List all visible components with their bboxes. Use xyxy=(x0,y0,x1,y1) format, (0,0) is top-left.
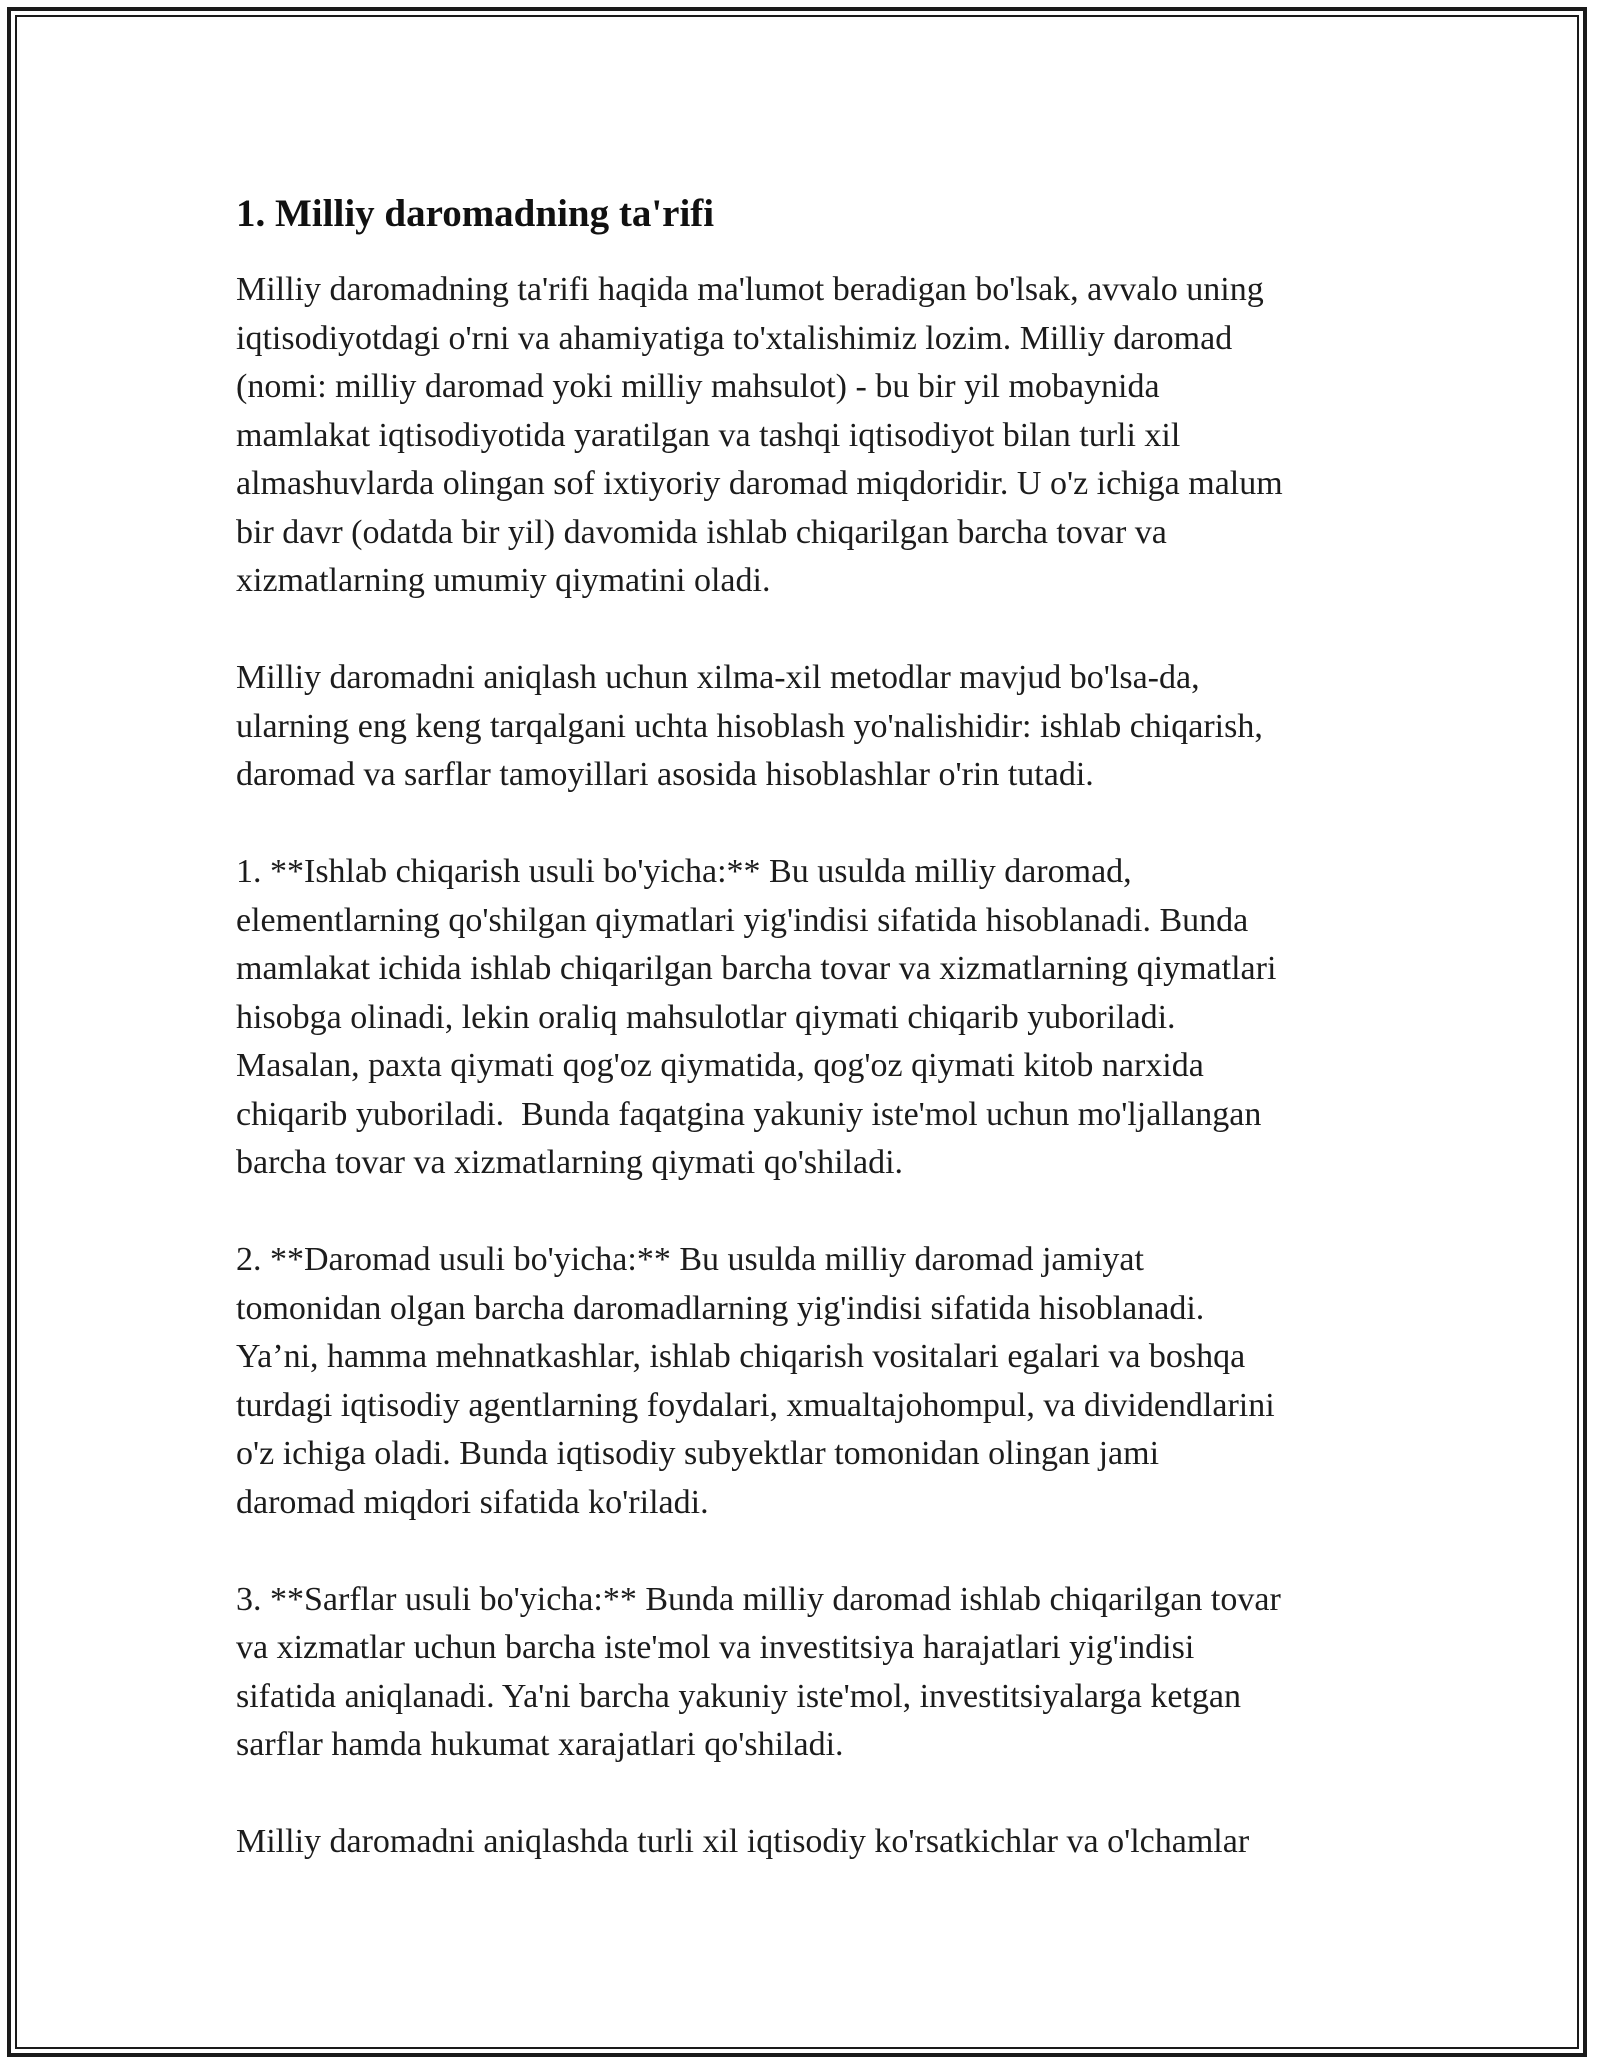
paragraph-line: iqtisodiyotdagi o'rni va ahamiyatiga to'xtalishimiz lozim. Milliy daromad xyxy=(236,319,1233,357)
paragraph-line: Ya’ni, hamma mehnatkashlar, ishlab chiqarish vositalari egalari va boshqa xyxy=(236,1338,1246,1375)
paragraph-definition xyxy=(236,266,1386,606)
paragraph-line: chiqarib yuboriladi. Bunda faqatgina yakuniy iste'mol uchun mo'ljallangan xyxy=(236,1095,1262,1133)
document-body xyxy=(236,190,1386,1915)
paragraph-line: mamlakat iqtisodiyotida yaratilgan va tashqi iqtisodiyot bilan turli xil xyxy=(236,416,1181,454)
paragraph-line: 1. **Ishlab chiqarish usuli bo'yicha:** Bu usulda milliy daromad, xyxy=(236,853,1132,890)
paragraph-line: (nomi: milliy daromad yoki milliy mahsulot) - bu bir yil mobaynida xyxy=(236,368,1160,405)
paragraph-line: va xizmatlar uchun barcha iste'mol va investitsiya harajatlari yig'indisi xyxy=(236,1629,1195,1666)
paragraph-line: Milliy daromadni aniqlash uchun xilma-xil metodlar mavjud bo'lsa-da, xyxy=(236,659,1200,696)
paragraph-income-method xyxy=(236,1236,1386,1527)
paragraph-line: 3. **Sarflar usuli bo'yicha:** Bunda milliy daromad ishlab chiqarilgan tovar xyxy=(236,1580,1281,1618)
paragraph-line: elementlarning qo'shilgan qiymatlari yig'indisi sifatida hisoblanadi. Bunda xyxy=(236,901,1249,939)
paragraph-line: Milliy daromadning ta'rifi haqida ma'lumot beradigan bo'lsak, avvalo uning xyxy=(236,271,1264,308)
paragraph-line: ularning eng keng tarqalgani uchta hisoblash yo'nalishidir: ishlab chiqarish, xyxy=(236,707,1263,745)
paragraph-production-method xyxy=(236,848,1386,1188)
section-heading: 1. Milliy daromadning ta'rifi xyxy=(236,192,715,235)
paragraph-line: o'z ichiga oladi. Bunda iqtisodiy subyektlar tomonidan olingan jami xyxy=(236,1435,1160,1472)
paragraph-line: 2. **Daromad usuli bo'yicha:** Bu usulda milliy daromad jamiyat xyxy=(236,1241,1144,1278)
paragraph-line: xizmatlarning umumiy qiymatini oladi. xyxy=(236,562,771,599)
paragraph-line: almashuvlarda olingan sof ixtiyoriy daromad miqdoridir. U o'z ichiga malum xyxy=(236,465,1283,502)
paragraph-expenditure-method xyxy=(236,1576,1386,1770)
paragraph-line: bir davr (odatda bir yil) davomida ishlab chiqarilgan barcha tovar va xyxy=(236,513,1167,551)
paragraph-line: Masalan, paxta qiymati qog'oz qiymatida, qog'oz qiymati kitob narxida xyxy=(236,1047,1204,1084)
paragraph-line: tomonidan olgan barcha daromadlarning yig'indisi sifatida hisoblanadi. xyxy=(236,1289,1205,1327)
paragraph-line: Milliy daromadni aniqlashda turli xil iqtisodiy ko'rsatkichlar va o'lchamlar xyxy=(236,1823,1250,1860)
paragraph-line: turdagi iqtisodiy agentlarning foydalari, xmualtajohompul, va dividendlarini xyxy=(236,1386,1275,1424)
paragraph-line: sarflar hamda hukumat xarajatlari qo'shiladi. xyxy=(236,1726,844,1763)
paragraph-methods-intro xyxy=(236,654,1386,800)
paragraph-line: hisobga olinadi, lekin oraliq mahsulotlar qiymati chiqarib yuboriladi. xyxy=(236,998,1176,1036)
paragraph-line: daromad va sarflar tamoyillari asosida hisoblashlar o'rin tutadi. xyxy=(236,756,1094,793)
paragraph-indicators xyxy=(236,1818,1386,1867)
paragraph-line: mamlakat ichida ishlab chiqarilgan barcha tovar va xizmatlarning qiymatlari xyxy=(236,950,1277,987)
paragraph-line: daromad miqdori sifatida ko'riladi. xyxy=(236,1483,709,1521)
paragraph-line: barcha tovar va xizmatlarning qiymati qo'shiladi. xyxy=(236,1144,904,1181)
paragraph-line: sifatida aniqlanadi. Ya'ni barcha yakuniy iste'mol, investitsiyalarga ketgan xyxy=(236,1677,1241,1715)
